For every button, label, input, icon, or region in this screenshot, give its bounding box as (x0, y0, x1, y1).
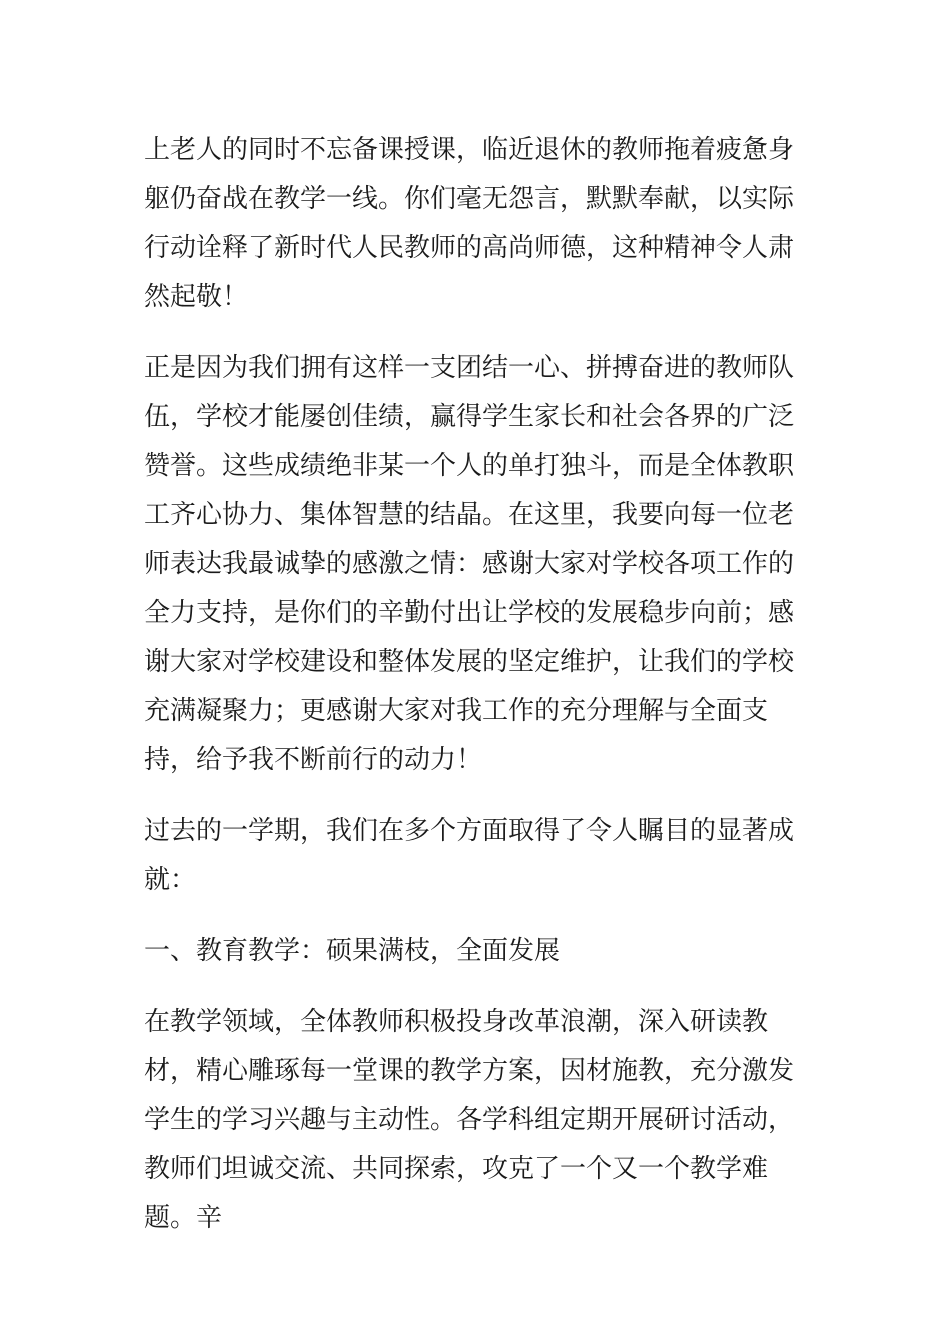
paragraph-3: 过去的一学期，我们在多个方面取得了令人瞩目的显著成就： (144, 816, 795, 895)
paragraph-2: 正是因为我们拥有这样一支团结一心、拼搏奋进的教师队伍，学校才能屡创佳绩，赢得学生家长和社会各界的广泛赞誉。这些成绩绝非某一个人的单打独斗，而是全体教职工齐心协力、集体智慧的结晶。在这里，我要向每一位老师表达我最诚挚的感激之情：感谢大家对学校各项工作的全力支持，是你们的辛勤付出让学校的发展稳步向前；感谢大家对学校建设和整体发展的坚定维护，让我们的学校充满凝聚力；更感谢大家对我工作的充分理解与全面支持，给予我不断前行的动力！ (144, 353, 795, 775)
paragraph-1: 上老人的同时不忘备课授课，临近退休的教师拖着疲惫身躯仍奋战在教学一线。你们毫无怨言，默默奉献，以实际行动诠释了新时代人民教师的高尚师德，这种精神令人肃然起敬！ (144, 135, 795, 312)
document-body (144, 126, 806, 1265)
paragraph-4: 在教学领域，全体教师积极投身改革浪潮，深入研读教材，精心雕琢每一堂课的教学方案，因材施教，充分激发学生的学习兴趣与主动性。各学科组定期开展研讨活动，教师们坦诚交流、共同探索，攻克了一个又一个教学难题。辛 (144, 1007, 795, 1233)
section-heading: 一、教育教学：硕果满枝，全面发展 (144, 936, 561, 966)
